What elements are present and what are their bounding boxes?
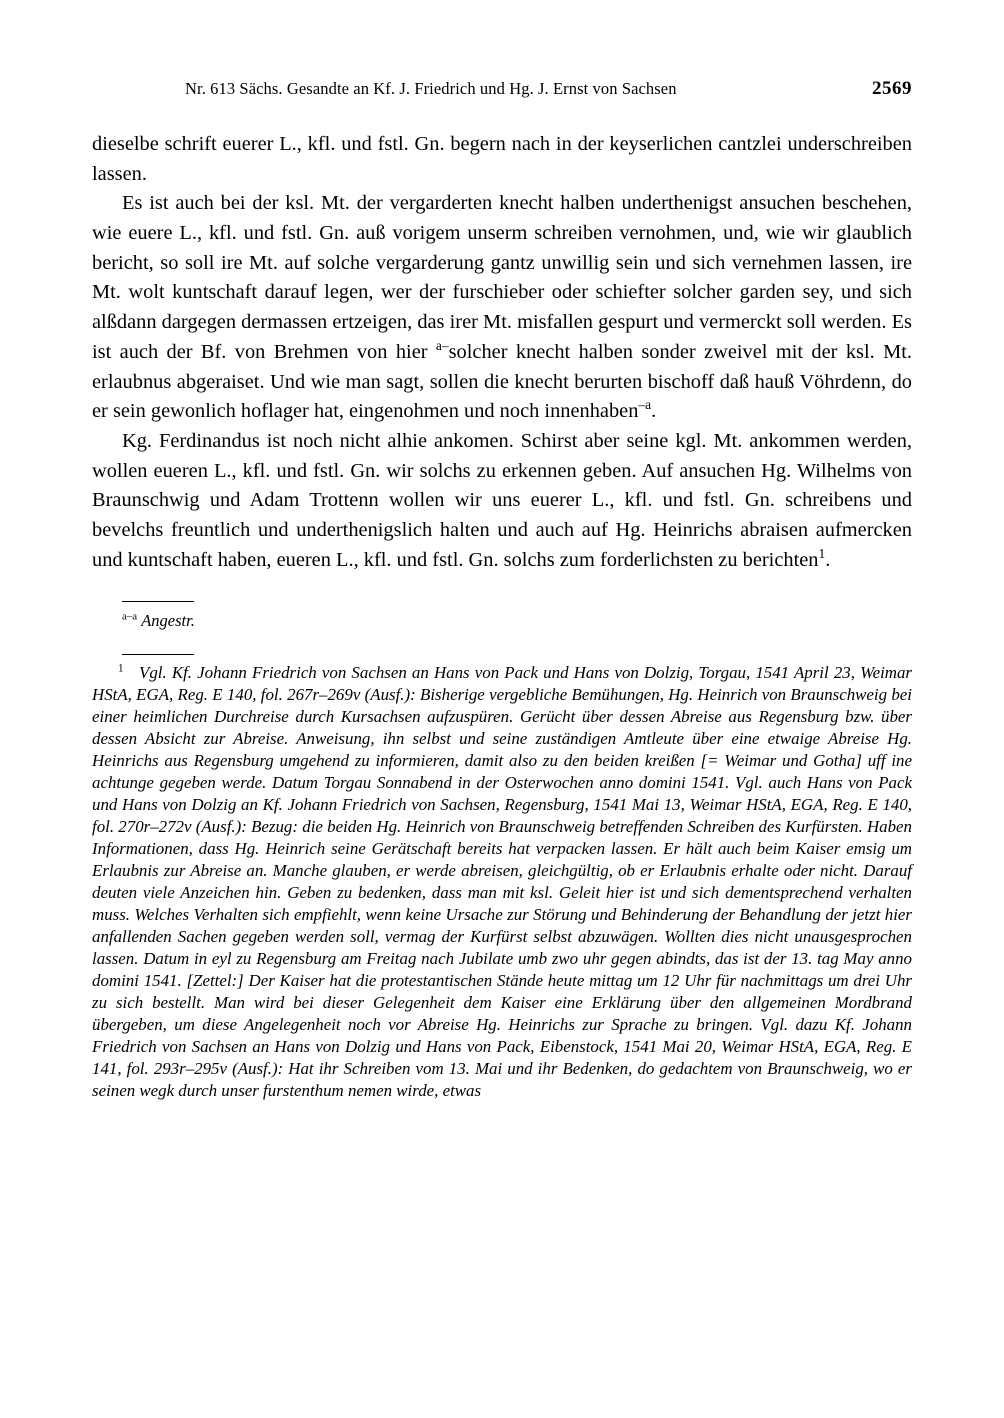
footnote-text: Vgl. Kf. Johann Friedrich von Sachsen an Hans von Pack und Hans von Dolzig, Torgau, 1541 April 23, Weimar HStA, EGA, Reg. E 140, fol. 267r–269v (Ausf.): Bisherige vergebliche Bemühungen, Hg. Heinrich von Braunschweig bei einer heimlichen Durchreise durch Kursachsen aufzuspüren. Gerücht über dessen Abreise aus Regensburg bzw. über dessen Absicht zur Abreise. Anweisung, ihn selbst und seine zuständigen Amtleute über eine etwaige Abreise Hg. Heinrichs aus Regensburg umgehend zu informieren, damit also zu den beiden kreißen [= Weimar und Gotha] uff ine achtunge gegeben werde. Datum Torgau Sonnabend in der Osterwochen anno domini 1541. Vgl. auch Hans von Pack und Hans von Dolzig an Kf. Johann Friedrich von Sachsen, Regensburg, 1541 Mai 13, Weimar HStA, EGA, Reg. E 140, fol. 270r–272v (Ausf.): Bezug: die beiden Hg. Heinrich von Braunschweig betreffenden Schreiben des Kurfürsten. Haben Informationen, dass Hg. Heinrich seine Gerätschaft bereits hat verpacken lassen. Er hält auch beim Kaiser emsig um Erlaubnis zur Abreise an. Manche glauben, er werde abreisen, gleichgültig, ob er Erlaubnis erhalte oder nicht. Darauf deuten viele Anzeichen hin. Geben zu bedenken, dass man mit ksl. Geleit hier ist und sich dementsprechend verhalten muss. Welches Verhalten sich empfiehlt, wenn keine Ursache zur Störung und Behinderung der Behandlung der jetzt hier anfallenden Sachen gegeben werden soll, vermag der Kurfürst selbst abzuwägen. Wollten dies nicht unausgesprochen lassen. Datum in eyl zu Regensburg am Freitag nach Jubilate umb zwo uhr gegen abindts, das ist der 13. tag May anno domini 1541. [Zettel:] Der Kaiser hat die protestantischen Stände heute mittag um 12 Uhr für nachmittags um drei Uhr zu sich bestellt. Man wird bei dieser Gelegenheit dem Kaiser eine Erklärung über den allgemeinen Mordbrand übergeben, um diese Angelegenheit noch vor Abreise Hg. Heinrichs zur Sprache zu bringen. Vgl. dazu Kf. Johann Friedrich von Sachsen an Hans von Dolzig und Hans von Pack, Eibenstock, 1541 Mai 20, Weimar HStA, EGA, Reg. E 141, fol. 293r–295v (Ausf.): Hat ihr Schreiben vom 13. Mai und ihr Bedenken, do gedachtem von Braunschweig, wo er seinen wegk durch unser furstenthum nemen wirde, etwas (92, 663, 912, 1100)
paragraph-3 (92, 427, 912, 575)
notes-section (92, 601, 912, 1101)
paragraph-2-text: Es ist auch bei der ksl. Mt. der vergarderten knecht halben underthenigst ansuchen beschehen, wie euere L., kfl. und fstl. Gn. auß vorigem unserm schreiben vernohmen, und, wie wir glaublich bericht, so soll ire Mt. auf solche vergarderung gantz unwillig sein und sich vernehmen lassen, ire Mt. wolt kuntschaft darauf legen, wer der furschieber oder schiefter solcher garden sey, und sich alßdann dargegen dermassen ertzeigen, das irer Mt. misfallen gespurt und vermerckt soll werden. Es ist auch der Bf. von Brehmen von hier $^{a-}$solcher knecht halben sonder zweivel mit der ksl. Mt. erlaubnus abgeraiset. Und wie man sagt, sollen die knecht berurten bischoff daß hauß Vöhrdenn, do er sein gewonlich hoflager hat, eingenohmen und noch innenhaben$^{-a}$. (92, 192, 912, 423)
footnote-number: 1 (118, 662, 124, 675)
variant-text: Angestr. (141, 611, 195, 631)
running-head (92, 78, 912, 100)
variant-lemma: a–a (122, 610, 138, 623)
running-head-title: Nr. 613 Sächs. Gesandte an Kf. J. Friedrich und Hg. J. Ernst von Sachsen (185, 79, 677, 98)
paragraph-1 (92, 130, 912, 189)
paragraph-3-text: Kg. Ferdinandus ist noch nicht alhie ankomen. Schirst aber seine kgl. Mt. ankommen werden, wollen eueren L., kfl. und fstl. Gn. wir solchs zu erkennen geben. Auf ansuchen Hg. Wilhelms von Braunschwig und Adam Trottenn wollen wir uns euerer L., kfl. und fstl. Gn. schreibens und bevelchs freuntlich und underthenigslich halten und auch auf Hg. Heinrichs abraisen aufmercken und kuntschaft haben, eueren L., kfl. und fstl. Gn. solchs zum forderlichsten zu berichten$^1$. (92, 429, 912, 571)
footnote-1 (92, 662, 912, 1101)
page-number: 2569 (872, 78, 912, 99)
variant-apparatus (92, 609, 912, 632)
apparatus-rule (122, 601, 194, 602)
body-text (92, 130, 912, 575)
paragraph-2 (92, 189, 912, 427)
paragraph-1-text: dieselbe schrift euerer L., kfl. und fstl. Gn. begern nach in der keyserlichen cantzlei underschreiben lassen. (92, 133, 912, 185)
footnote-rule (122, 654, 194, 655)
